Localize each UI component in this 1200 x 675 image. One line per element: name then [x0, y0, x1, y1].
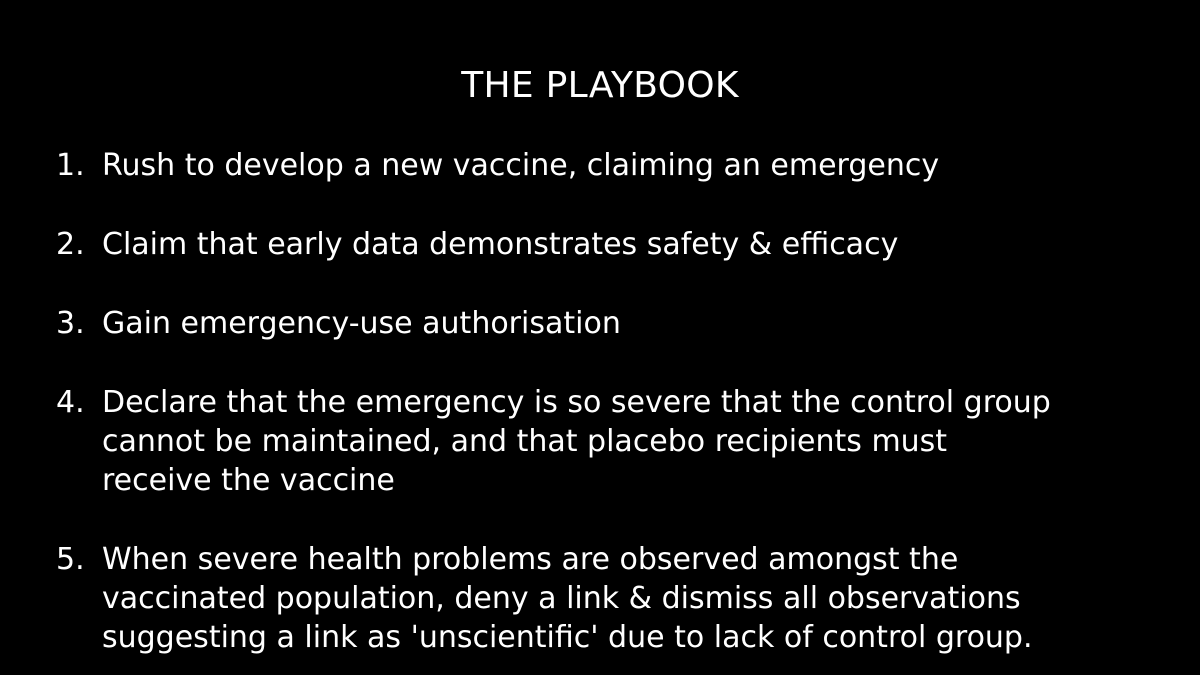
item-line: Gain emergency-use authorisation — [102, 306, 621, 341]
item-number: 2. — [56, 227, 85, 262]
item-text — [102, 540, 1033, 657]
item-number: 1. — [56, 148, 85, 183]
list-item-4 — [56, 383, 1166, 500]
item-text — [102, 225, 898, 264]
item-line: Rush to develop a new vaccine, claiming an emergency — [102, 148, 940, 183]
playbook-list — [56, 146, 1166, 675]
item-line: Declare that the emergency is so severe that the control group — [102, 385, 1051, 420]
list-item-1 — [56, 146, 1166, 185]
list-item-2 — [56, 225, 1166, 264]
item-line: receive the vaccine — [102, 463, 395, 498]
item-line: cannot be maintained, and that placebo recipients must — [102, 424, 948, 459]
item-text — [102, 383, 1051, 500]
item-text — [102, 304, 621, 343]
item-number: 4. — [56, 385, 85, 420]
list-item-5 — [56, 540, 1166, 657]
item-text — [102, 146, 939, 185]
item-line: suggesting a link as 'unscientific' due to lack of control group. — [102, 620, 1033, 655]
slide-title: THE PLAYBOOK — [461, 65, 739, 106]
item-line: vaccinated population, deny a link & dismiss all observations — [102, 581, 1021, 616]
item-line: When severe health problems are observed amongst the — [102, 542, 959, 577]
item-number: 5. — [56, 542, 85, 577]
list-item-3 — [56, 304, 1166, 343]
item-number: 3. — [56, 306, 85, 341]
item-line: Claim that early data demonstrates safety & efficacy — [102, 227, 899, 262]
